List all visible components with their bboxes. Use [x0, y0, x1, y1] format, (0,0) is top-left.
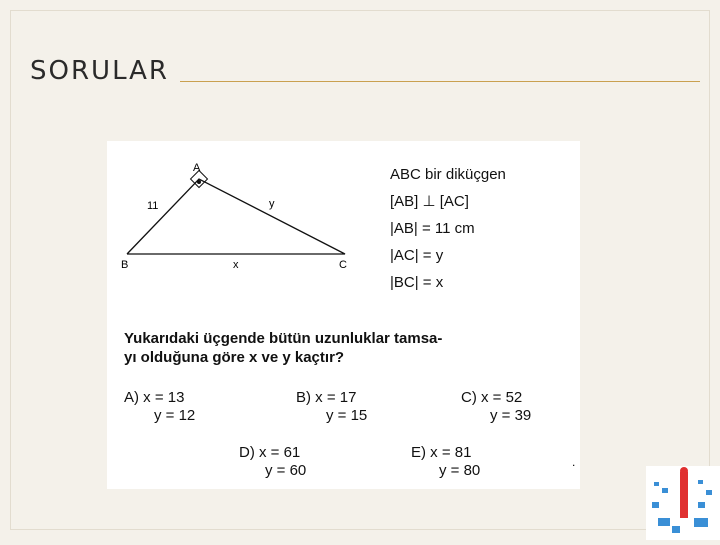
decorative-figures-image: [646, 466, 720, 540]
right-triangle-figure: [107, 141, 367, 281]
option-e-y: y = 80: [439, 462, 481, 479]
triangle-edges: [127, 179, 345, 254]
red-figure-shape: [680, 472, 688, 518]
option-c-x: C) x = 52: [461, 389, 523, 406]
option-b-y: y = 15: [326, 407, 368, 424]
question-text: [124, 329, 574, 367]
side-bc-label: x: [233, 259, 239, 271]
question-line: Yukarıdaki üçgende bütün uzunluklar tamsa-: [124, 330, 443, 347]
given-item: [AB] ⊥ [AC]: [390, 193, 469, 210]
right-angle-dot: [197, 180, 201, 184]
option-d-x: D) x = 61: [239, 444, 301, 461]
option-c-y: y = 39: [490, 407, 532, 424]
option-b-x: B) x = 17: [296, 389, 357, 406]
vertex-b-label: B: [121, 259, 129, 271]
given-item: |AB| = 11 cm: [390, 220, 475, 237]
trailing-dot: .: [572, 455, 576, 469]
question-line: yı olduğuna göre x ve y kaçtır?: [124, 349, 345, 366]
option-d-y: y = 60: [265, 462, 307, 479]
option-e-x: E) x = 81: [411, 444, 472, 461]
vertex-c-label: C: [339, 259, 347, 271]
option-a-x: A) x = 13: [124, 389, 185, 406]
question-card: [107, 141, 580, 489]
given-item: |AC| = y: [390, 247, 444, 264]
side-ac-label: y: [269, 198, 275, 210]
given-item: ABC bir diküçgen: [390, 166, 506, 183]
given-item: |BC| = x: [390, 274, 444, 291]
given-list: [390, 161, 506, 296]
red-figure-head: [680, 467, 688, 475]
slide-title: SORULAR: [30, 56, 169, 86]
title-underline: [180, 81, 700, 82]
option-a-y: y = 12: [154, 407, 196, 424]
decorative-figures-icon: [646, 466, 720, 540]
vertex-a-label: A: [193, 162, 201, 174]
side-ab-label: 11: [147, 200, 159, 212]
